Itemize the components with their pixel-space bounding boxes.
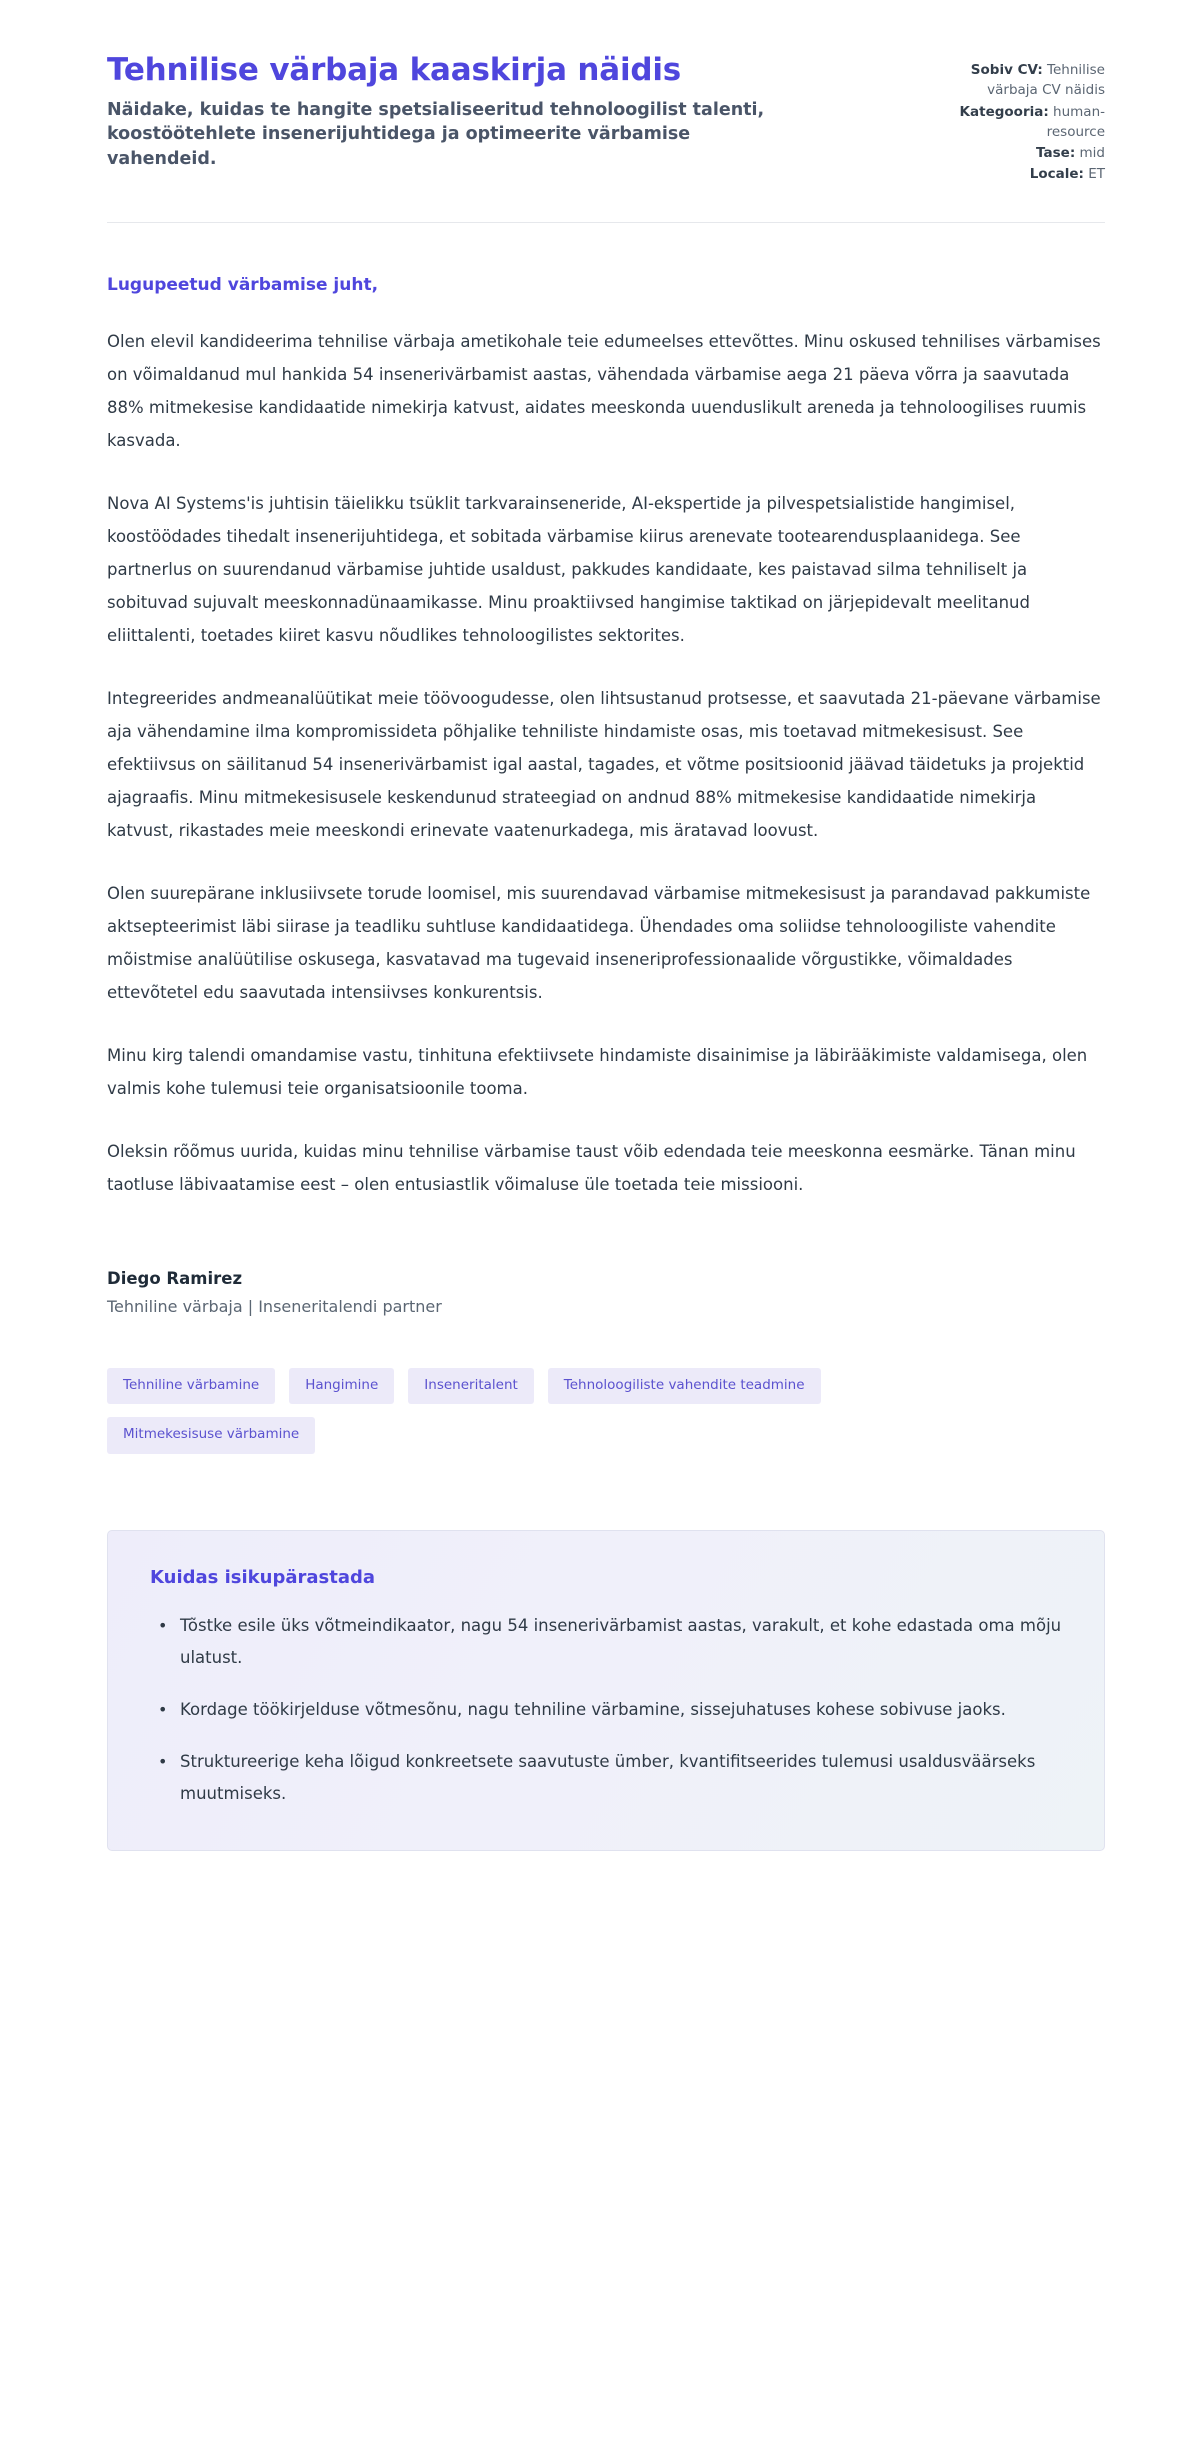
letter-paragraph: Minu kirg talendi omandamise vastu, tinhituna efektiivsete hindamiste disainimise ja läbirääkimiste valdamisega, olen valmis kohe tulemusi teie organisatsioonile tooma. <box>107 1045 1088 1098</box>
meta-level-label: Tase: <box>1036 145 1076 161</box>
tag-chip[interactable]: Tehnoloogiliste vahendite teadmine <box>548 1368 821 1405</box>
page-bottom-spacer <box>0 1851 1200 1971</box>
meta-category <box>955 102 1105 143</box>
meta-locale <box>955 164 1105 184</box>
meta-matching-cv <box>955 60 1105 101</box>
signature-block <box>0 1269 1200 1316</box>
tag-chip[interactable]: Mitmekesisuse värbamine <box>107 1417 315 1454</box>
letter-paragraph: Integreerides andmeanalüütikat meie töövoogudesse, olen lihtsustanud protsesse, et saavutada 21-päevane värbamise aja vähendamine ilma kompromissideta põhjalike tehniliste hindamiste osas, mis toetavad mitmekesisust. See efektiivsus on säilitanud 54 insenerivärbamist igal aastal, tagades, et võtme positsioonid jäävad täidetuks ja projektid ajagraafis. Minu mitmekesisusele keskendunud strateegiad on andnud 88% mitmekesise kandidaatide nimekirja katvust, rikastades meie meeskondi erinevate vaatenurkadega, mis äratavad loovust. <box>107 688 1101 840</box>
meta-level <box>955 143 1105 163</box>
callout-title: Kuidas isikupärastada <box>150 1566 376 1588</box>
callout-tip-item: • Struktureerige keha lõigud konkreetsete saavutuste ümber, kvantifitseerides tulemusi usaldusväärseks muutmiseks. <box>150 1746 1062 1810</box>
meta-matching-cv-label: Sobiv CV: <box>970 62 1043 78</box>
letter-paragraph: Nova AI Systems'is juhtisin täielikku tsüklit tarkvarainseneride, AI-ekspertide ja pilvespetsialistide hangimisel, koostöödades tihedalt insenerijuhtidega, et sobitada värbamise kiirus arenevate tootearendusplaanidega. See partnerlus on suurendanud värbamise juhtide usaldust, pakkudes kandidaate, kes paistavad silma tehniliselt ja sobituvad sujuvalt meeskonnadünaamikasse. Minu proaktiivsed hangimise taktikad on järjepidevalt meelitanud eliittalenti, toetades kiiret kasvu nõudlikes tehnoloogilistes sektorites. <box>107 493 1030 645</box>
meta-category-value: human-resource <box>1046 103 1105 140</box>
callout-tip-item: • Tõstke esile üks võtmeindikaator, nagu 54 insenerivärbamist aastas, varakult, et kohe edastada oma mõju ulatust. <box>150 1610 1062 1674</box>
tag-chip[interactable]: Hangimine <box>289 1368 394 1405</box>
callout-tip-list <box>150 1610 1062 1811</box>
letter-body <box>0 275 1200 1201</box>
page-subtitle: Näidake, kuidas te hangite spetsialiseeritud tehnoloogilist talenti, koostöötehlete insenerijuhtidega ja optimeerite värbamise vahendeid. <box>107 99 765 169</box>
header-divider <box>107 222 1105 223</box>
page-title: Tehnilise värbaja kaaskirja näidis <box>107 52 682 88</box>
tag-chip[interactable]: Inseneritalent <box>408 1368 534 1405</box>
signature-name: Diego Ramirez <box>107 1268 243 1288</box>
callout-tip-item: • Kordage töökirjelduse võtmesõnu, nagu tehniline värbamine, sissejuhatuses kohese sobivuse jaoks. <box>150 1694 1062 1726</box>
meta-level-value: mid <box>1079 145 1105 161</box>
letter-salutation: Lugupeetud värbamise juht, <box>107 274 379 295</box>
tag-list <box>0 1368 1000 1454</box>
letter-paragraph: Oleksin rõõmus uurida, kuidas minu tehnilise värbamise taust võib edendada teie meeskonna eesmärke. Tänan minu taotluse läbivaatamise eest – olen entusiastlik võimaluse üle toetada teie missiooni. <box>107 1141 1076 1194</box>
meta-matching-cv-value: Tehnilise värbaja CV näidis <box>987 62 1105 99</box>
page-header <box>0 0 1200 186</box>
signature-role: Tehniline värbaja | Inseneritalendi partner <box>107 1296 442 1316</box>
letter-paragraph: Olen suurepärane inklusiivsete torude loomisel, mis suurendavad värbamise mitmekesisust ja parandavad pakkumiste aktsepteerimist läbi siirase ja teadliku suhtluse kandidaatidega. Ühendades oma soliidse tehnoloogiliste vahendite mõistmise analüütilise oskusega, kasvatavad ma tugevaid inseneriprofessionaalide võrgustikke, võimaldades ettevõtetel edu saavutada intensiivses konkurentsis. <box>107 883 1091 1002</box>
header-title-block <box>107 52 897 171</box>
letter-paragraph: Olen elevil kandideerima tehnilise värbaja ametikohale teie edumeelses ettevõttes. Minu oskused tehnilises värbamises on võimaldanud mul hankida 54 insenerivärbamist aastas, vähendada värbamise aega 21 päeva võrra ja saavutada 88% mitmekesise kandidaatide nimekirja katvust, aidates meeskonda uuenduslikult areneda ja tehnoloogilises ruumis kasvada. <box>107 331 1101 450</box>
meta-locale-label: Locale: <box>1029 166 1084 183</box>
meta-category-label: Kategooria: <box>959 103 1049 120</box>
meta-locale-value: ET <box>1088 166 1105 183</box>
tag-chip[interactable]: Tehniline värbamine <box>107 1368 275 1405</box>
document-metadata <box>955 52 1105 186</box>
personalization-callout <box>107 1530 1105 1852</box>
